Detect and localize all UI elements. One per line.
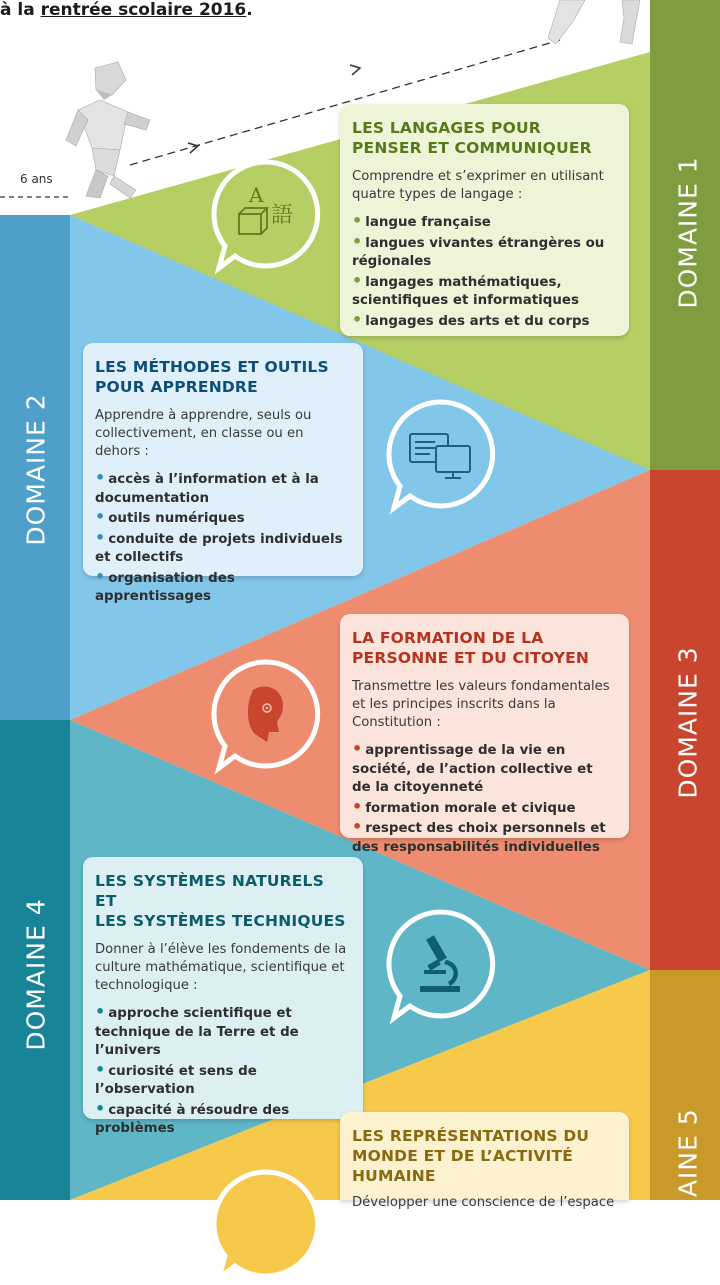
adult-figure: [548, 0, 640, 44]
card-list: [95, 469, 349, 607]
header-underlined: rentrée scolaire 2016: [40, 0, 247, 20]
list-item: • langages mathématiques, scientifiques et informatiques: [352, 270, 579, 308]
list-item: • approche scientifique et technique de la Terre et de l’univers: [95, 1002, 299, 1058]
header-suffix: .: [246, 0, 253, 20]
list-item: • outils numériques: [95, 507, 245, 526]
title-line: LA FORMATION DE LA: [352, 629, 544, 647]
domaine4-label: DOMAINE 4: [21, 898, 51, 1051]
svg-text:A: A: [249, 183, 264, 207]
card-list: [352, 212, 615, 331]
card-intro: Apprendre à apprendre, seuls ou collectivement, en classe ou en dehors :: [95, 408, 312, 459]
list-item: • langues vivantes étrangères ou régionales: [352, 231, 605, 269]
list-item: • organisation des apprentissages: [95, 566, 235, 604]
bubble-domaine2: [380, 390, 500, 515]
title-line: LES SYSTÈMES TECHNIQUES: [95, 912, 346, 930]
title-line: POUR APPRENDRE: [95, 378, 258, 396]
title-line: LES SYSTÈMES NATURELS ET: [95, 872, 324, 910]
title-line: MONDE ET DE L’ACTIVITÉ: [352, 1147, 574, 1165]
card-title: [95, 357, 349, 397]
list-item: • langue française: [352, 211, 491, 230]
bubble-domaine1: [205, 150, 325, 275]
title-line: LES REPRÉSENTATIONS DU: [352, 1127, 590, 1145]
list-item: • conduite de projets individuels et collectifs: [95, 527, 343, 565]
list-item: • apprentissage de la vie en société, de l’action collective et de la citoyenneté: [352, 739, 593, 795]
list-item: • curiosité et sens de l’observation: [95, 1059, 257, 1097]
title-line: HUMAINE: [352, 1167, 436, 1185]
bubble-domaine4: [380, 900, 500, 1025]
list-item: • capacité à résoudre des problèmes: [95, 1098, 290, 1136]
title-line: LES LANGAGES POUR: [352, 119, 541, 137]
card-domaine2: [83, 343, 363, 604]
card-intro: Développer une conscience de l’espace: [352, 1195, 615, 1210]
card-intro: Donner à l’élève les fondements de la culture mathématique, scientifique et technologique :: [95, 942, 347, 993]
title-line: PENSER ET COMMUNIQUER: [352, 139, 592, 157]
domaine1-label: DOMAINE 1: [673, 156, 703, 309]
card-title: [352, 1126, 615, 1186]
bubble-domaine5: [205, 1160, 325, 1285]
title-line: LES MÉTHODES ET OUTILS: [95, 358, 329, 376]
domaine3-label: DOMAINE 3: [673, 646, 703, 799]
list-item: • respect des choix personnels et des responsabilités individuelles: [352, 817, 606, 855]
timeline-arrow-2: [350, 65, 360, 75]
card-title: [352, 118, 615, 158]
header-line: [0, 0, 253, 20]
domaine5-label: DOMAINE 5: [673, 1108, 703, 1261]
card-title: [352, 628, 615, 668]
domaine2-label: DOMAINE 2: [21, 393, 51, 546]
card-intro: Comprendre et s’exprimer en utilisant quatre types de langage :: [352, 169, 604, 202]
timeline-arrow-1: [188, 143, 198, 153]
card-intro: Transmettre les valeurs fondamentales et les principes inscrits dans la Constitution :: [352, 679, 610, 730]
card-domaine4: [83, 857, 363, 1136]
header-prefix: à la: [0, 0, 41, 20]
card-domaine5: [340, 1112, 629, 1210]
list-item: • formation morale et civique: [352, 796, 576, 816]
svg-text:語: 語: [271, 203, 294, 228]
title-line: PERSONNE ET DU CITOYEN: [352, 649, 590, 667]
card-domaine3: [340, 614, 629, 855]
child-figure: [66, 62, 150, 198]
list-item: • langages des arts et du corps: [352, 309, 590, 329]
card-list: [352, 740, 615, 857]
list-item: • accès à l’information et à la documentation: [95, 468, 319, 506]
age-label: 6 ans: [20, 172, 53, 186]
card-list: [95, 1003, 349, 1139]
bubble-domaine3: [205, 650, 325, 775]
card-title: [95, 871, 349, 931]
card-domaine1: [340, 104, 629, 336]
